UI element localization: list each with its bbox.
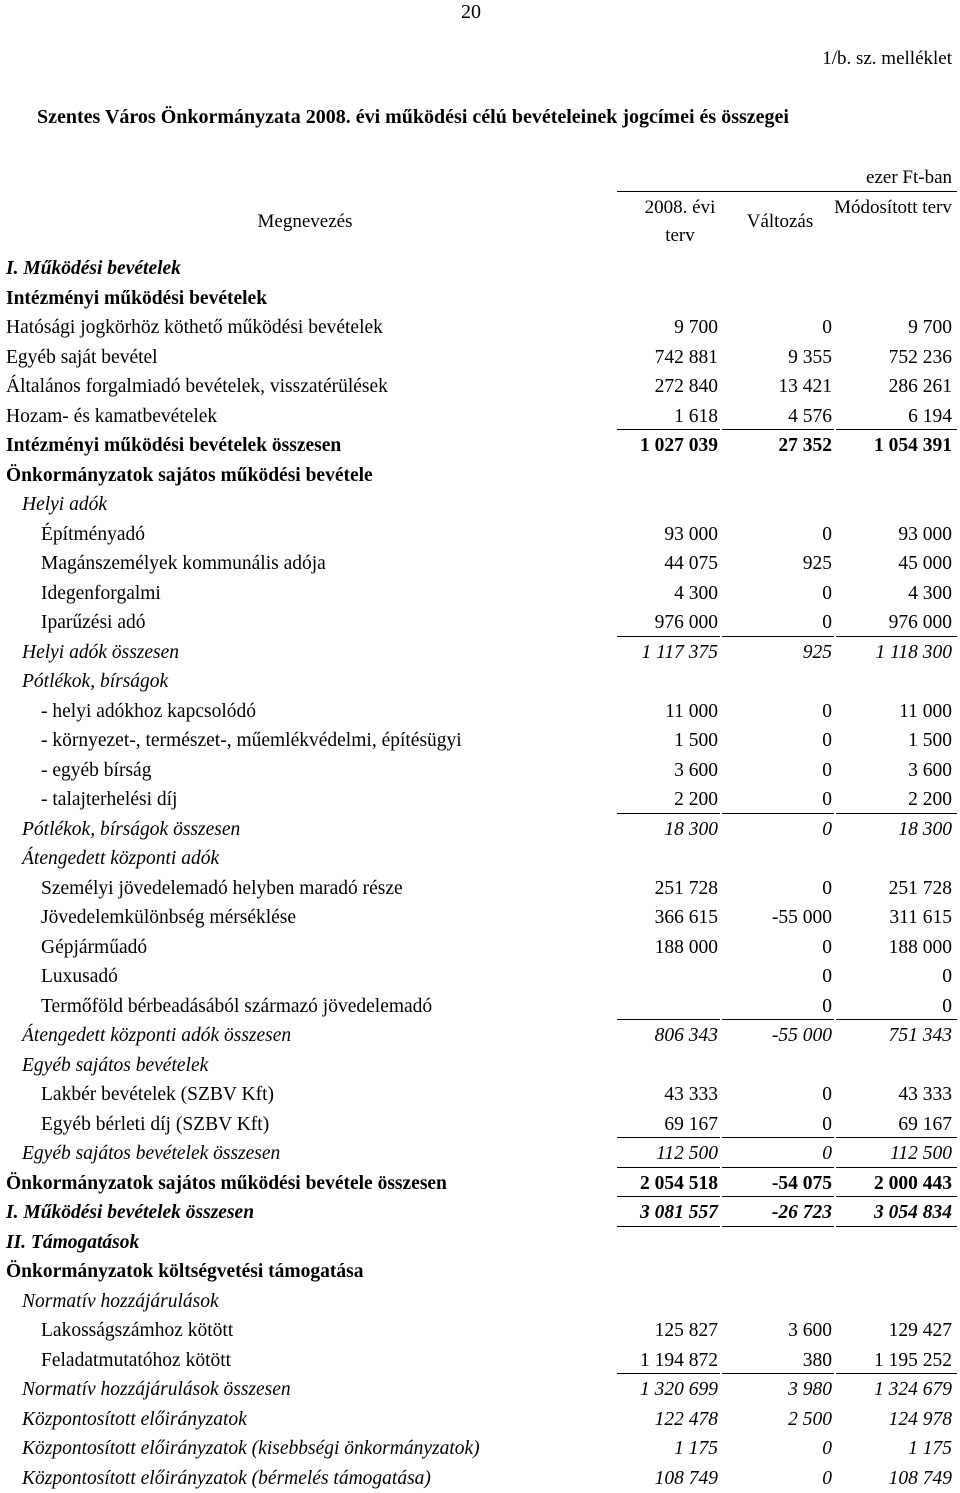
plan-value: 4 300 bbox=[674, 579, 718, 609]
row-label: Helyi adók bbox=[22, 490, 107, 520]
modified-value: 1 195 252 bbox=[874, 1346, 952, 1376]
sum-rule bbox=[722, 1167, 834, 1168]
annex-label: 1/b. sz. melléklet bbox=[822, 47, 952, 71]
row-label: Átengedett központi adók bbox=[22, 844, 219, 874]
row-label: Általános forgalmiadó bevételek, visszatérülések bbox=[6, 372, 388, 402]
row-label: Önkormányzatok sajátos működési bevétele bbox=[6, 461, 373, 491]
plan-value: 251 728 bbox=[655, 874, 718, 904]
change-value: 0 bbox=[822, 992, 832, 1022]
change-value: -26 723 bbox=[772, 1198, 832, 1228]
plan-value: 1 618 bbox=[674, 402, 718, 432]
table-row bbox=[0, 608, 960, 638]
modified-value: 976 000 bbox=[889, 608, 952, 638]
table-row bbox=[0, 284, 960, 314]
row-label: Luxusadó bbox=[41, 962, 118, 992]
plan-value: 69 167 bbox=[664, 1110, 718, 1140]
row-label: Építményadó bbox=[41, 520, 145, 550]
change-value: 0 bbox=[822, 785, 832, 815]
table-row bbox=[0, 992, 960, 1022]
modified-value: 1 175 bbox=[908, 1434, 952, 1464]
page-number: 20 bbox=[0, 0, 942, 24]
table-row bbox=[0, 1110, 960, 1140]
change-value: 0 bbox=[822, 726, 832, 756]
change-value: 27 352 bbox=[778, 431, 832, 461]
row-label: II. Támogatások bbox=[6, 1228, 139, 1258]
row-label: - egyéb bírság bbox=[41, 756, 151, 786]
row-label: Egyéb sajátos bevételek összesen bbox=[22, 1139, 280, 1169]
sum-rule bbox=[722, 813, 834, 814]
row-label: I. Működési bevételek bbox=[6, 254, 181, 284]
modified-value: 45 000 bbox=[898, 549, 952, 579]
row-label: Feladatmutatóhoz kötött bbox=[41, 1346, 231, 1376]
change-value: -54 075 bbox=[772, 1169, 832, 1199]
row-label: - helyi adókhoz kapcsolódó bbox=[41, 697, 256, 727]
table-row bbox=[0, 933, 960, 963]
change-value: 0 bbox=[822, 697, 832, 727]
table-row bbox=[0, 962, 960, 992]
plan-value: 122 478 bbox=[655, 1405, 718, 1435]
modified-value: 0 bbox=[942, 962, 952, 992]
change-value: 0 bbox=[822, 874, 832, 904]
sum-rule bbox=[617, 1019, 720, 1020]
plan-value: 112 500 bbox=[656, 1139, 718, 1169]
table-row bbox=[0, 372, 960, 402]
table-row bbox=[0, 1405, 960, 1435]
modified-value: 3 600 bbox=[908, 756, 952, 786]
plan-value: 272 840 bbox=[655, 372, 718, 402]
row-label: Normatív hozzájárulások összesen bbox=[22, 1375, 291, 1405]
modified-value: 43 333 bbox=[898, 1080, 952, 1110]
table-row bbox=[0, 343, 960, 373]
column-header-name: Megnevezés bbox=[200, 208, 410, 236]
row-label: Gépjárműadó bbox=[41, 933, 147, 963]
modified-value: 0 bbox=[942, 992, 952, 1022]
row-label: Intézményi működési bevételek összesen bbox=[6, 431, 341, 461]
modified-value: 9 700 bbox=[908, 313, 952, 343]
modified-value: 112 500 bbox=[890, 1139, 952, 1169]
sum-rule bbox=[617, 1373, 720, 1374]
plan-value: 9 700 bbox=[674, 313, 718, 343]
modified-value: 751 343 bbox=[889, 1021, 952, 1051]
modified-value: 1 054 391 bbox=[874, 431, 952, 461]
table-row bbox=[0, 461, 960, 491]
sum-rule bbox=[836, 1226, 957, 1227]
plan-value: 44 075 bbox=[664, 549, 718, 579]
sum-rule bbox=[617, 429, 720, 430]
change-value: 0 bbox=[822, 1464, 832, 1493]
sum-rule bbox=[836, 1167, 957, 1168]
table-row bbox=[0, 490, 960, 520]
row-label: Lakosságszámhoz kötött bbox=[41, 1316, 233, 1346]
table-row bbox=[0, 638, 960, 668]
table-row bbox=[0, 1080, 960, 1110]
plan-value: 976 000 bbox=[655, 608, 718, 638]
row-label: Személyi jövedelemadó helyben maradó része bbox=[41, 874, 403, 904]
sum-rule bbox=[722, 1137, 834, 1138]
plan-value: 2 054 518 bbox=[640, 1169, 718, 1199]
table-row bbox=[0, 431, 960, 461]
table-row bbox=[0, 785, 960, 815]
modified-value: 11 000 bbox=[899, 697, 952, 727]
modified-value: 752 236 bbox=[889, 343, 952, 373]
row-label: Önkormányzatok sajátos működési bevétele összesen bbox=[6, 1169, 447, 1199]
row-label: Helyi adók összesen bbox=[22, 638, 179, 668]
sum-rule bbox=[617, 1167, 720, 1168]
table-row bbox=[0, 1021, 960, 1051]
row-label: Központosított előirányzatok (bérmelés támogatása) bbox=[22, 1464, 431, 1493]
plan-value: 1 027 039 bbox=[640, 431, 718, 461]
modified-value: 1 324 679 bbox=[874, 1375, 952, 1405]
document-title: Szentes Város Önkormányzata 2008. évi működési célú bevételeinek jogcímei és összegei bbox=[37, 104, 789, 130]
modified-value: 93 000 bbox=[898, 520, 952, 550]
change-value: 0 bbox=[822, 815, 832, 845]
table-row bbox=[0, 549, 960, 579]
row-label: Idegenforgalmi bbox=[41, 579, 161, 609]
plan-value: 366 615 bbox=[655, 903, 718, 933]
modified-value: 6 194 bbox=[908, 402, 952, 432]
column-header-change: Változás bbox=[730, 208, 830, 236]
plan-value: 18 300 bbox=[664, 815, 718, 845]
column-header-plan: 2008. évi terv bbox=[630, 194, 730, 250]
plan-value: 1 175 bbox=[674, 1434, 718, 1464]
change-value: 0 bbox=[822, 756, 832, 786]
table-row bbox=[0, 1228, 960, 1258]
modified-value: 1 118 300 bbox=[875, 638, 952, 668]
revenue-table bbox=[0, 254, 960, 1493]
modified-value: 2 000 443 bbox=[874, 1169, 952, 1199]
table-row bbox=[0, 1464, 960, 1493]
row-label: Egyéb bérleti díj (SZBV Kft) bbox=[41, 1110, 269, 1140]
sum-rule bbox=[722, 1226, 834, 1227]
row-label: - talajterhelési díj bbox=[41, 785, 177, 815]
change-value: 0 bbox=[822, 933, 832, 963]
change-value: 0 bbox=[822, 608, 832, 638]
row-label: Jövedelemkülönbség mérséklése bbox=[41, 903, 296, 933]
sum-rule bbox=[617, 813, 720, 814]
sum-rule bbox=[722, 1196, 834, 1197]
row-label: Normatív hozzájárulások bbox=[22, 1287, 219, 1317]
change-value: 3 600 bbox=[788, 1316, 832, 1346]
plan-value: 742 881 bbox=[655, 343, 718, 373]
modified-value: 3 054 834 bbox=[874, 1198, 952, 1228]
table-row bbox=[0, 1316, 960, 1346]
modified-value: 18 300 bbox=[898, 815, 952, 845]
sum-rule bbox=[722, 1019, 834, 1020]
plan-value: 1 320 699 bbox=[640, 1375, 718, 1405]
plan-value: 1 117 375 bbox=[641, 638, 718, 668]
plan-value: 93 000 bbox=[664, 520, 718, 550]
row-label: Magánszemélyek kommunális adója bbox=[41, 549, 326, 579]
table-row bbox=[0, 520, 960, 550]
plan-value: 108 749 bbox=[655, 1464, 718, 1493]
plan-value: 1 194 872 bbox=[640, 1346, 718, 1376]
table-row bbox=[0, 756, 960, 786]
table-row bbox=[0, 579, 960, 609]
sum-rule bbox=[722, 429, 834, 430]
change-value: 0 bbox=[822, 1434, 832, 1464]
unit-label: ezer Ft-ban bbox=[866, 166, 952, 190]
row-label: Átengedett központi adók összesen bbox=[22, 1021, 291, 1051]
change-value: 2 500 bbox=[788, 1405, 832, 1435]
change-value: 4 576 bbox=[788, 402, 832, 432]
sum-rule bbox=[836, 429, 957, 430]
plan-value: 43 333 bbox=[664, 1080, 718, 1110]
change-value: 13 421 bbox=[778, 372, 832, 402]
plan-value: 188 000 bbox=[655, 933, 718, 963]
table-row bbox=[0, 254, 960, 284]
plan-value: 1 500 bbox=[674, 726, 718, 756]
row-label: I. Működési bevételek összesen bbox=[6, 1198, 254, 1228]
table-row bbox=[0, 667, 960, 697]
table-row bbox=[0, 1051, 960, 1081]
table-row bbox=[0, 1287, 960, 1317]
plan-value: 11 000 bbox=[665, 697, 718, 727]
plan-value: 2 200 bbox=[674, 785, 718, 815]
change-value: 0 bbox=[822, 1110, 832, 1140]
modified-value: 1 500 bbox=[908, 726, 952, 756]
modified-value: 251 728 bbox=[889, 874, 952, 904]
change-value: 0 bbox=[822, 520, 832, 550]
change-value: 9 355 bbox=[788, 343, 832, 373]
modified-value: 311 615 bbox=[889, 903, 952, 933]
table-row bbox=[0, 1198, 960, 1228]
modified-value: 108 749 bbox=[889, 1464, 952, 1493]
sum-rule bbox=[617, 1137, 720, 1138]
modified-value: 129 427 bbox=[889, 1316, 952, 1346]
table-row bbox=[0, 1257, 960, 1287]
sum-rule bbox=[836, 1137, 957, 1138]
header-top-rule bbox=[617, 191, 957, 192]
sum-rule bbox=[836, 1373, 957, 1374]
row-label: Pótlékok, bírságok összesen bbox=[22, 815, 240, 845]
modified-value: 188 000 bbox=[889, 933, 952, 963]
modified-value: 2 200 bbox=[908, 785, 952, 815]
table-row bbox=[0, 726, 960, 756]
column-header-modified: Módosított terv bbox=[830, 194, 956, 222]
sum-rule bbox=[836, 1196, 957, 1197]
sum-rule bbox=[617, 636, 720, 637]
change-value: 925 bbox=[803, 549, 832, 579]
modified-value: 124 978 bbox=[889, 1405, 952, 1435]
table-row bbox=[0, 697, 960, 727]
sum-rule bbox=[836, 636, 957, 637]
row-label: Hozam- és kamatbevételek bbox=[6, 402, 217, 432]
table-row bbox=[0, 1346, 960, 1376]
change-value: 0 bbox=[822, 962, 832, 992]
change-value: 0 bbox=[822, 1080, 832, 1110]
table-row bbox=[0, 903, 960, 933]
table-row bbox=[0, 1375, 960, 1405]
row-label: Központosított előirányzatok bbox=[22, 1405, 247, 1435]
row-label: Hatósági jogkörhöz köthető működési bevételek bbox=[6, 313, 383, 343]
plan-value: 125 827 bbox=[655, 1316, 718, 1346]
change-value: -55 000 bbox=[772, 903, 832, 933]
table-row bbox=[0, 1434, 960, 1464]
row-label: Egyéb saját bevétel bbox=[6, 343, 158, 373]
change-value: 0 bbox=[822, 313, 832, 343]
table-row bbox=[0, 313, 960, 343]
row-label: - környezet-, természet-, műemlékvédelmi, építésügyi bbox=[41, 726, 462, 756]
plan-value: 3 081 557 bbox=[640, 1198, 718, 1228]
change-value: -55 000 bbox=[772, 1021, 832, 1051]
change-value: 0 bbox=[822, 1139, 832, 1169]
table-row bbox=[0, 402, 960, 432]
row-label: Intézményi működési bevételek bbox=[6, 284, 267, 314]
modified-value: 69 167 bbox=[898, 1110, 952, 1140]
modified-value: 4 300 bbox=[908, 579, 952, 609]
row-label: Központosított előirányzatok (kisebbségi önkormányzatok) bbox=[22, 1434, 480, 1464]
plan-value: 3 600 bbox=[674, 756, 718, 786]
change-value: 925 bbox=[803, 638, 832, 668]
change-value: 0 bbox=[822, 579, 832, 609]
sum-rule bbox=[617, 1196, 720, 1197]
plan-value: 806 343 bbox=[655, 1021, 718, 1051]
sum-rule bbox=[836, 813, 957, 814]
sum-rule bbox=[722, 636, 834, 637]
sum-rule bbox=[836, 1019, 957, 1020]
sum-rule bbox=[722, 1373, 834, 1374]
table-row bbox=[0, 815, 960, 845]
row-label: Pótlékok, bírságok bbox=[22, 667, 168, 697]
row-label: Iparűzési adó bbox=[41, 608, 146, 638]
sum-rule bbox=[617, 1226, 720, 1227]
row-label: Önkormányzatok költségvetési támogatása bbox=[6, 1257, 363, 1287]
table-row bbox=[0, 1169, 960, 1199]
row-label: Lakbér bevételek (SZBV Kft) bbox=[41, 1080, 274, 1110]
table-row bbox=[0, 874, 960, 904]
change-value: 3 980 bbox=[788, 1375, 832, 1405]
table-row bbox=[0, 844, 960, 874]
table-row bbox=[0, 1139, 960, 1169]
row-label: Termőföld bérbeadásából származó jövedelemadó bbox=[41, 992, 432, 1022]
change-value: 380 bbox=[803, 1346, 832, 1376]
modified-value: 286 261 bbox=[889, 372, 952, 402]
row-label: Egyéb sajátos bevételek bbox=[22, 1051, 208, 1081]
